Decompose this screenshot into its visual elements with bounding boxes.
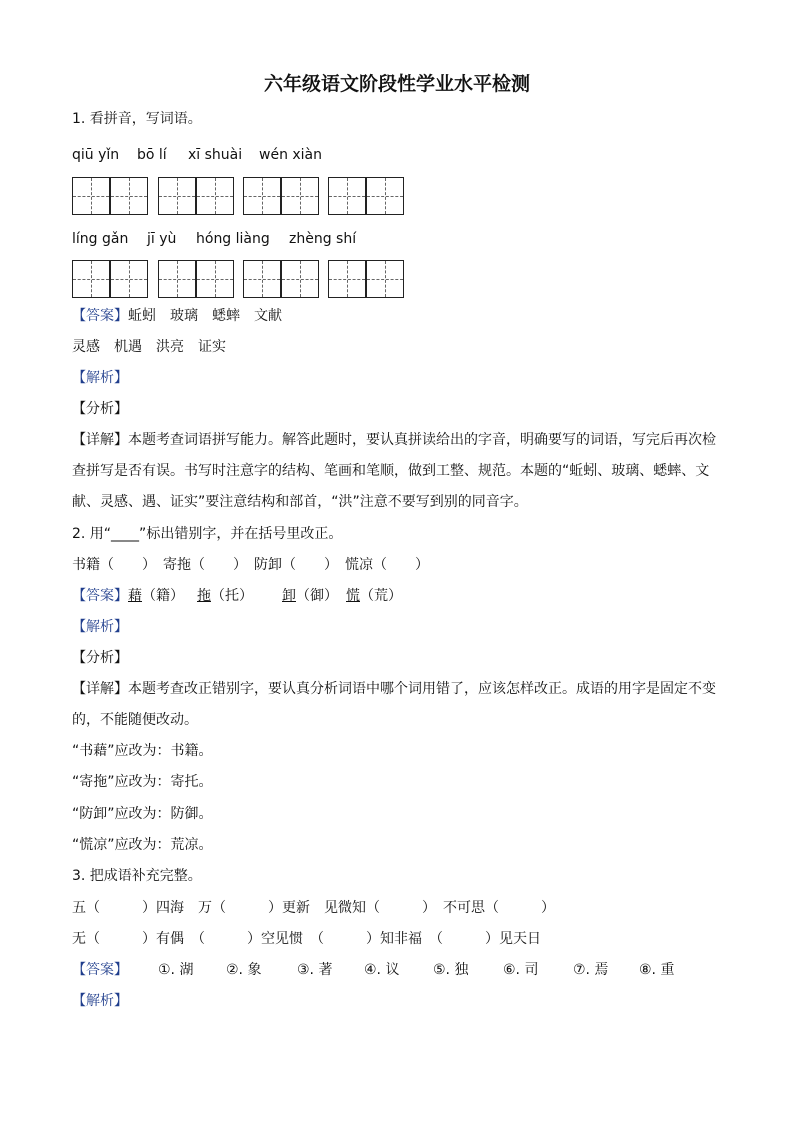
analysis-tag: 【解析】 xyxy=(72,993,128,1009)
answer-text: 蚯蚓 玻璃 蟋蟀 文献 xyxy=(128,308,282,324)
answer-tag: 【答案】 xyxy=(72,588,128,604)
q2-fix: “书藉”应改为：书籍。 xyxy=(72,743,213,759)
writing-box[interactable] xyxy=(158,260,196,298)
answer-item: ⑥. 司 xyxy=(503,962,539,978)
answer-item: ①. 湖 xyxy=(158,962,194,978)
answer-item: ④. 议 xyxy=(364,962,400,978)
analysis-tag: 【解析】 xyxy=(72,619,128,635)
pinyin-label: líng gǎn xyxy=(72,231,129,247)
writing-box[interactable] xyxy=(281,177,319,215)
writing-box[interactable] xyxy=(158,177,196,215)
answer-item xyxy=(282,586,338,606)
answer-item xyxy=(346,586,402,606)
pinyin-label: qiū yǐn xyxy=(72,147,120,163)
pinyin-label: jī yù xyxy=(147,231,177,247)
writing-box[interactable] xyxy=(72,260,110,298)
wrong-char: 卸 xyxy=(282,588,296,604)
detail-tag: 【详解】 xyxy=(72,432,128,448)
q1-answer xyxy=(72,306,282,326)
writing-box[interactable] xyxy=(243,260,281,298)
answer-item xyxy=(128,586,184,606)
writing-box[interactable] xyxy=(281,260,319,298)
q2-prompt: 2. 用“____”标出错别字，并在括号里改正。 xyxy=(72,526,343,542)
answer-item: ⑤. 独 xyxy=(433,962,469,978)
q3-idioms-line2: 无（ ）有偶 （ ）空见惯 （ ）知非福 （ ）见天日 xyxy=(72,931,541,947)
writing-box[interactable] xyxy=(196,260,234,298)
q3-idioms-line1: 五（ ）四海 万（ ）更新 见微知（ ） 不可思（ ） xyxy=(72,900,555,916)
q1-answer-line2: 灵感 机遇 洪亮 证实 xyxy=(72,339,226,355)
pinyin-label: bō lí xyxy=(137,147,167,163)
writing-box[interactable] xyxy=(110,260,148,298)
q1-detail xyxy=(72,430,716,450)
q1-prompt: 1. 看拼音，写词语。 xyxy=(72,111,202,127)
pinyin-label: hóng liàng xyxy=(196,231,270,247)
q2-fix: “寄拖”应改为：寄托。 xyxy=(72,774,213,790)
q3-answer xyxy=(72,960,712,980)
q2-answer xyxy=(72,586,572,606)
answer-item: ②. 象 xyxy=(226,962,262,978)
q2-detail-line2: 的，不能随便改动。 xyxy=(72,712,198,728)
detail-tag: 【详解】 xyxy=(72,681,128,697)
writing-box[interactable] xyxy=(243,177,281,215)
corrected-char: （籍） xyxy=(142,588,184,604)
writing-box[interactable] xyxy=(366,260,404,298)
q2-fix: “慌凉”应改为：荒凉。 xyxy=(72,837,213,853)
answer-item: ⑦. 焉 xyxy=(573,962,609,978)
fenxi-tag: 【分析】 xyxy=(72,401,128,417)
answer-item xyxy=(197,586,253,606)
q2-fix: “防卸”应改为：防御。 xyxy=(72,806,213,822)
writing-box[interactable] xyxy=(110,177,148,215)
analysis-tag: 【解析】 xyxy=(72,370,128,386)
pinyin-label: xī shuài xyxy=(188,147,243,163)
detail-text: 本题考查改正错别字，要认真分析词语中哪个词用错了，应该怎样改正。成语的用字是固定不变 xyxy=(128,681,716,697)
writing-box[interactable] xyxy=(72,177,110,215)
answer-item: ③. 著 xyxy=(297,962,333,978)
wrong-char: 慌 xyxy=(346,588,360,604)
writing-box[interactable] xyxy=(366,177,404,215)
corrected-char: （御） xyxy=(296,588,338,604)
answer-tag: 【答案】 xyxy=(72,308,128,324)
writing-box[interactable] xyxy=(328,260,366,298)
q1-detail-line3: 献、灵感、遇、证实”要注意结构和部首，“洪”注意不要写到别的同音字。 xyxy=(72,494,528,510)
writing-box[interactable] xyxy=(196,177,234,215)
page-title: 六年级语文阶段性学业水平检测 xyxy=(263,73,530,95)
wrong-char: 拖 xyxy=(197,588,211,604)
q2-words: 书籍（ ） 寄拖（ ） 防卸（ ） 慌凉（ ） xyxy=(72,557,429,573)
fenxi-tag: 【分析】 xyxy=(72,650,128,666)
answer-item: ⑧. 重 xyxy=(639,962,675,978)
pinyin-label: zhèng shí xyxy=(289,231,357,247)
detail-text: 本题考查词语拼写能力。解答此题时，要认真拼读给出的字音，明确要写的词语，写完后再次检 xyxy=(128,432,716,448)
corrected-char: （托） xyxy=(211,588,253,604)
answer-tag: 【答案】 xyxy=(72,962,128,978)
wrong-char: 藉 xyxy=(128,588,142,604)
q1-detail-line2: 查拼写是否有误。书写时注意字的结构、笔画和笔顺，做到工整、规范。本题的“蚯蚓、玻璃、蟋蟀、文 xyxy=(72,463,710,479)
corrected-char: （荒） xyxy=(360,588,402,604)
q3-prompt: 3. 把成语补充完整。 xyxy=(72,868,202,884)
writing-box[interactable] xyxy=(328,177,366,215)
q2-detail xyxy=(72,679,716,699)
pinyin-label: wén xiàn xyxy=(259,147,323,163)
